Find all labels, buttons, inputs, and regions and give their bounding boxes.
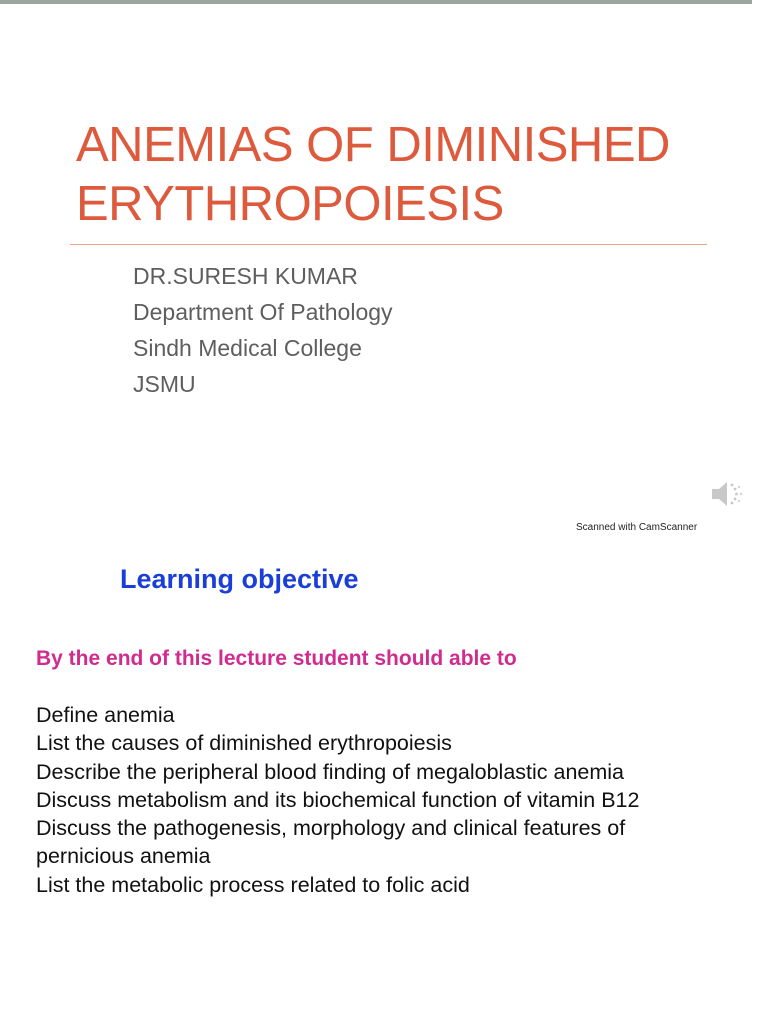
author-department: Department Of Pathology — [133, 299, 393, 325]
slide-title — [76, 116, 726, 234]
objectives-list — [36, 701, 716, 899]
title-line: ANEMIAS OF DIMINISHED — [76, 118, 670, 172]
author-university: JSMU — [133, 371, 196, 397]
objective-item: Discuss the pathogenesis, morphology and clinical features of pernicious anemia — [36, 816, 626, 869]
section-heading: Learning objective — [120, 564, 359, 594]
objective-item: Describe the peripheral blood finding of megaloblastic anemia — [36, 759, 625, 784]
author-name: DR.SURESH KUMAR — [133, 263, 358, 289]
objective-item: Define anemia — [36, 703, 175, 727]
objective-item: List the causes of diminished erythropoiesis — [36, 731, 452, 756]
title-divider — [70, 244, 707, 245]
speaker-icon[interactable] — [710, 478, 744, 510]
title-line: ERYTHROPOIESIS — [76, 177, 504, 231]
objective-item: List the metabolic process related to folic acid — [36, 872, 470, 897]
objective-item: Discuss metabolism and its biochemical function of vitamin B12 — [36, 787, 640, 812]
scanner-watermark: Scanned with CamScanner — [576, 522, 698, 533]
author-college: Sindh Medical College — [133, 335, 362, 361]
author-info — [133, 258, 393, 402]
top-border — [0, 0, 752, 4]
objectives-intro: By the end of this lecture student should able to — [36, 647, 517, 670]
